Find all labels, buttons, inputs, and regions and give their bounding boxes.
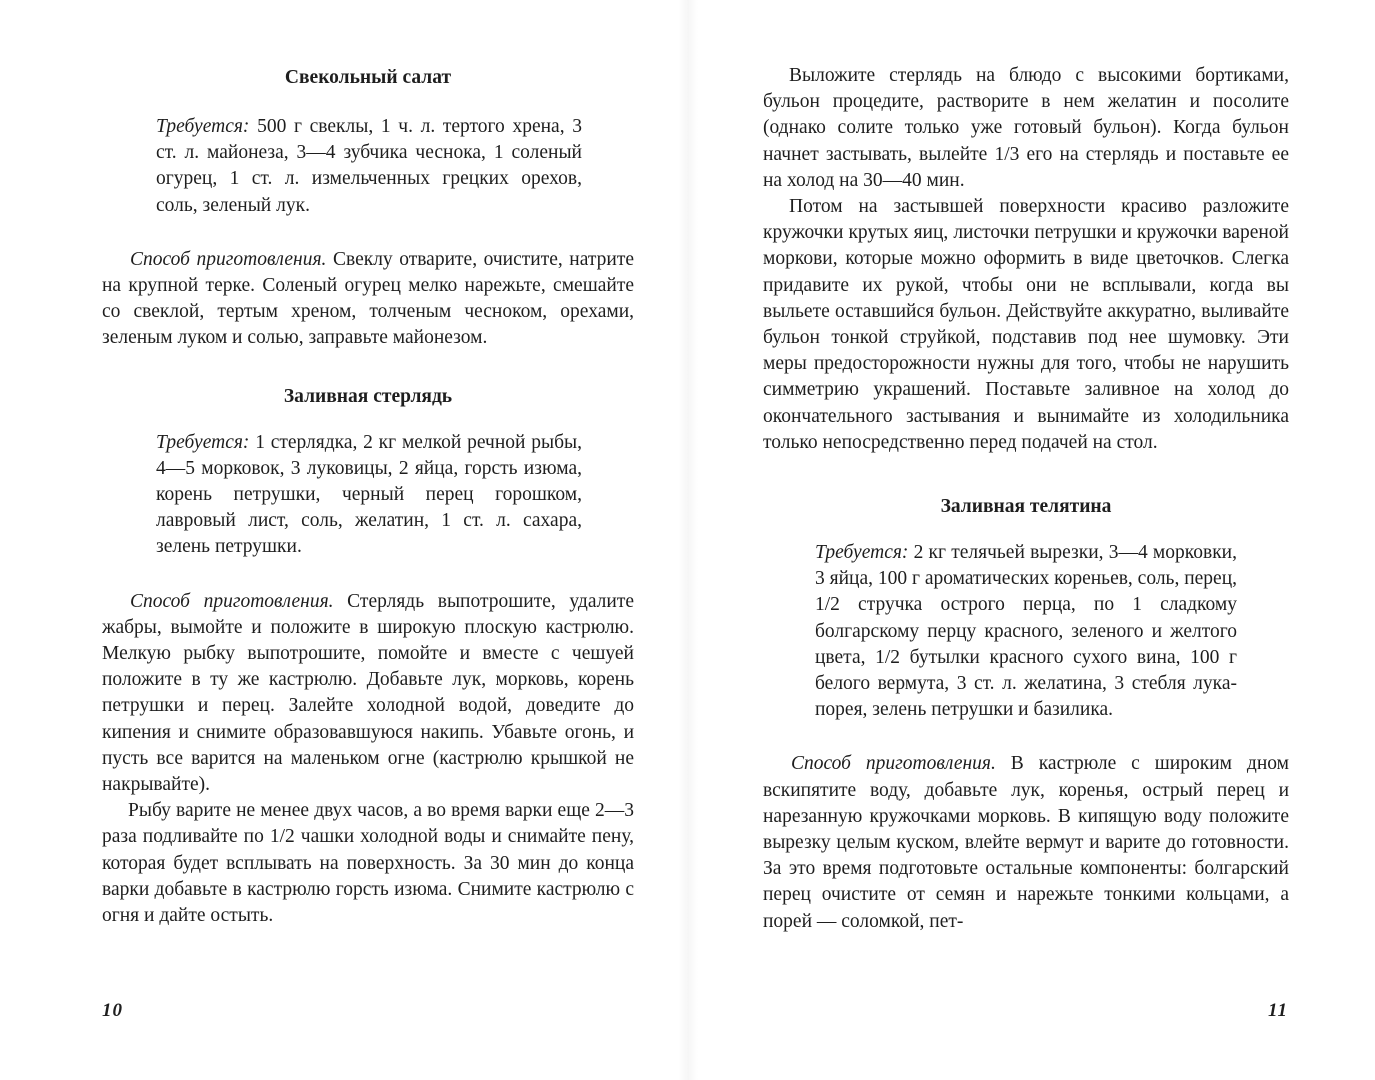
recipe-title-sterlet: Заливная стерлядь [283,385,453,407]
requires-text: 1 стерлядка, 2 кг мелкой речной рыбы, 4—5 морковок, 3 луковицы, 2 яйца, горсть изюма, корень петрушки, черный перец горошком, лавровый лист, соль, желатин, 1 ст. л. сахара, зелень петрушки. [156,431,582,558]
requirements-beet-salad [102,114,634,219]
right-column [763,63,1289,935]
requires-label: Требуется: [815,542,909,564]
method-label: Способ приготовления. [791,753,996,775]
paragraph-sterlet-decoration: Потом на застывшей поверхности красиво разложите кружочки крутых яиц, листочки петрушки и кружочки вареной моркови, которые можно оформить в виде цветочков. Слегка придавите их рукой, чтобы они не всплывали, когда вы выльете оставшийся бульон. Действуйте аккуратно, выливайте бульон тонкой струйкой, подставив под нее шумовку. Эти меры предосторожности нужны для того, чтобы не нарушить симметрию украшений. Поставьте заливное на холод до окончательного застывания и вынимайте из холодильника только непосредственно перед подачей на стол. [763,196,1289,453]
left-column [102,65,634,929]
requires-label: Требуется: [156,116,250,137]
fraction: 1/2 [875,646,901,668]
method-label: Способ приготовления. [130,248,327,270]
method-text: Стерлядь выпотрошите, удалите жабры, вымойте и положите в широкую плоскую кастрюлю. Мелкую рыбку выпотрошите, помойте и вместе с чешуей положите в ту же кастрюлю. Добавьте лук, морковь, корень петрушки и перец. Залейте холодной водой, доведите до кипения и снимите образовавшуюся накипь. Убавьте огонь, и пусть все варится на маленьком огне (кастрюлю крышкой не накрывайте). [102,590,634,796]
method-label: Способ приготовления. [130,590,334,612]
paragraph-sterlet-boiling: Рыбу варите не менее двух часов, а во время варки еще 2—3 раза подливайте по 1/2 чашки холодной воды и снимайте пену, которая будет всплывать на поверхность. За 30 мин до конца варки добавьте в кастрюлю горсть изюма. Снимите кастрюлю с огня и дайте остыть. [102,800,634,927]
requirements-sterlet [102,430,634,561]
page-number-left: 10 [102,1000,123,1021]
recipe-title-beet-salad: Свекольный салат [284,67,452,88]
method-veal [763,751,1289,934]
page-number-right: 11 [1268,1000,1288,1021]
recipe-title-veal: Заливная телятина [940,496,1112,518]
fraction: 1/2 [269,826,295,848]
fraction: 1/2 [815,594,840,616]
requires-label: Требуется: [156,431,250,453]
method-text: В кастрюле с широким дном вскипятите воду, добавьте лук, коренья, острый перец и нарезанную кружочками морковь. В кипящую воду положите вырезку целым куском, влейте вермут и варите до готовности. За это время подготовьте остальные компоненты: болгарский перец очистите от семян и нарежьте тонкими кольцами, а порей — соломкой, пет- [763,753,1290,932]
requires-text: 500 г свеклы, 1 ч. л. тертого хрена, 3 ст. л. майонеза, 3—4 зубчика чеснока, 1 соленый огурец, 1 ст. л. измельченных грецких орехов, соль, зеленый лук. [156,116,582,216]
requirements-veal: Требуется: 2 кг телячьей вырезки, 3—4 морковки, 3 яйца, 100 г ароматических кореньев, соль, перец, 1/2 стручка острого перца, по 1 сладкому болгарскому перцу красного, зеленого и желтого цвета, 1/2 бутылки красного сухого вина, 100 г белого вермута, 3 ст. л. желатина, 3 стебля лука-порея, зелень петрушки и базилика. [815,542,1238,721]
method-sterlet [102,589,634,799]
paragraph-sterlet-serving: Выложите стерлядь на блюдо с высокими бортиками, бульон процедите, растворите в нем желатин и посолите (однако солите только уже готовый бульон). Когда бульон начнет застывать, вылейте 1/3 его на стерлядь и поставьте ее на холод на 30—40 мин. [763,65,1289,191]
fraction: 1/3 [994,143,1020,165]
method-text: Свеклу отварите, очистите, натрите на крупной терке. Соленый огурец мелко нарежьте, смешайте со свеклой, тертым хреном, толченым чесноком, орехами, зеленым луком и солью, заправьте майонезом. [102,248,634,349]
method-beet-salad [102,247,634,352]
right-page [688,0,1375,1080]
